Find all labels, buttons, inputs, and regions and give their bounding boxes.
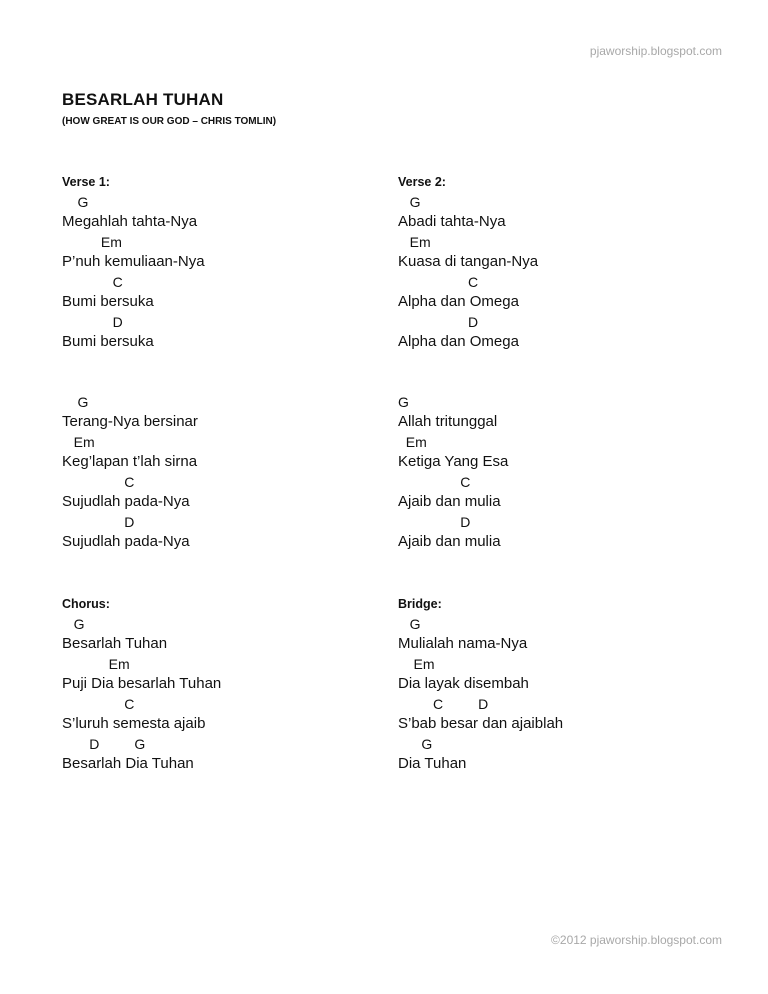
chord-line: G — [62, 394, 89, 410]
lyric-line: Terang-Nya bersinar — [62, 413, 198, 430]
bridge-section — [398, 594, 698, 774]
lyric-line: Dia layak disembah — [398, 675, 529, 692]
lyric-line: Mulialah nama-Nya — [398, 635, 528, 652]
lyric-line: Bumi bersuka — [62, 333, 154, 350]
chord-line: G — [398, 616, 421, 632]
verse-2-part-2 — [398, 392, 698, 552]
chord-line: Em — [62, 656, 130, 672]
song-title: BESARLAH TUHAN — [62, 90, 224, 109]
site-header-url: pjaworship.blogspot.com — [589, 44, 722, 58]
chord-line: Em — [398, 434, 427, 450]
chord-line: D — [62, 314, 123, 330]
chord-line: G — [398, 736, 433, 752]
lyric-line: Megahlah tahta-Nya — [62, 213, 198, 230]
lyric-line: Alpha dan Omega — [398, 293, 519, 310]
chord-line: Em — [398, 656, 435, 672]
lyric-line: P’nuh kemuliaan-Nya — [62, 253, 205, 270]
lyric-line: S’luruh semesta ajaib — [62, 715, 206, 732]
lyric-line: Kuasa di tangan-Nya — [398, 253, 539, 270]
chord-line: Em — [398, 234, 431, 250]
lyric-line: Dia Tuhan — [398, 755, 467, 772]
verse-1-section — [62, 172, 362, 352]
lyric-line: Keg’lapan t’lah sirna — [62, 453, 198, 470]
verse-2-section — [398, 172, 698, 352]
lyric-line: Sujudlah pada-Nya — [62, 533, 190, 550]
chord-line: C — [62, 696, 135, 712]
chord-line: D G — [62, 736, 146, 752]
chord-line: G — [398, 394, 409, 410]
copyright-footer: ©2012 pjaworship.blogspot.com — [551, 933, 722, 947]
lyric-line: Sujudlah pada-Nya — [62, 493, 190, 510]
lyric-line: Ketiga Yang Esa — [398, 453, 509, 470]
lyric-line: Puji Dia besarlah Tuhan — [62, 675, 222, 692]
lyric-line: Alpha dan Omega — [398, 333, 519, 350]
lyric-line: Abadi tahta-Nya — [398, 213, 506, 230]
chorus-label: Chorus: — [62, 597, 110, 611]
lyric-line: Bumi bersuka — [62, 293, 154, 310]
chord-line: Em — [62, 234, 122, 250]
chord-line: C — [62, 274, 123, 290]
chord-line: G — [398, 194, 421, 210]
chord-line: Em — [62, 434, 95, 450]
chord-line: C — [62, 474, 135, 490]
verse-2-label: Verse 2: — [398, 175, 446, 189]
chord-line: G — [62, 194, 89, 210]
bridge-label: Bridge: — [398, 597, 442, 611]
lyric-line: S’bab besar dan ajaiblah — [398, 715, 564, 732]
chord-line: C D — [398, 696, 489, 712]
verse-1-label: Verse 1: — [62, 175, 110, 189]
lyric-line: Besarlah Dia Tuhan — [62, 755, 194, 772]
chord-line: D — [398, 314, 479, 330]
song-subtitle: (HOW GREAT IS OUR GOD – CHRIS TOMLIN) — [62, 116, 277, 127]
lyric-line: Ajaib dan mulia — [398, 533, 501, 550]
verse-1-part-2 — [62, 392, 362, 552]
chord-line: C — [398, 274, 479, 290]
chord-line: D — [398, 514, 471, 530]
chord-line: G — [62, 616, 85, 632]
chord-line: C — [398, 474, 471, 490]
lyric-line: Besarlah Tuhan — [62, 635, 168, 652]
lyric-line: Ajaib dan mulia — [398, 493, 501, 510]
chord-line: D — [62, 514, 135, 530]
chorus-section — [62, 594, 362, 774]
lyric-line: Allah tritunggal — [398, 413, 498, 430]
